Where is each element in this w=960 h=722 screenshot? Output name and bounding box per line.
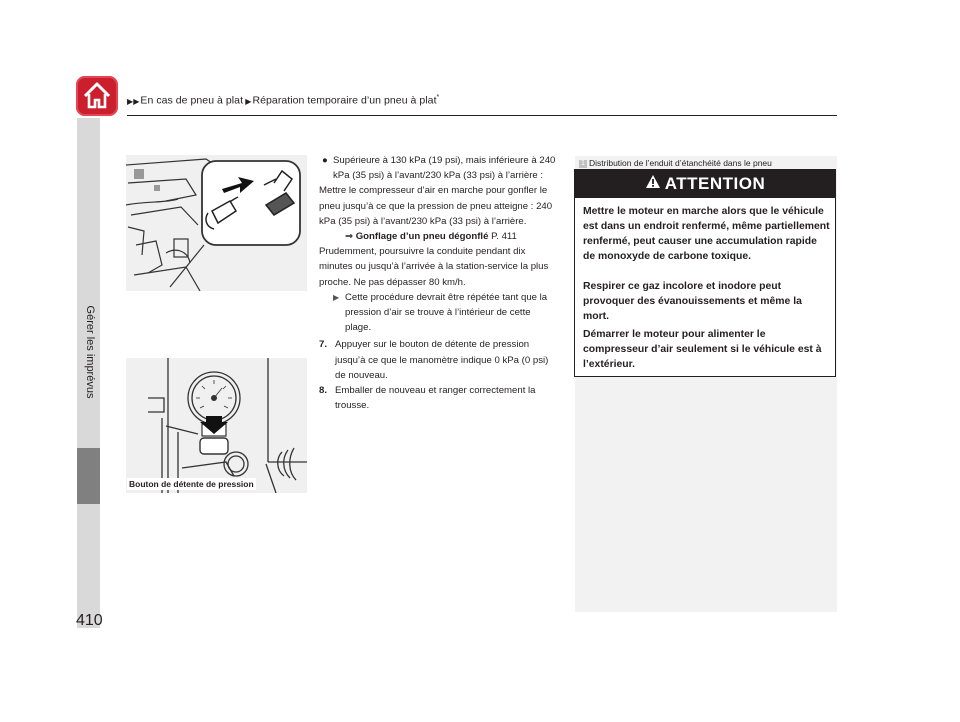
reference-arrow-icon: ⇒ — [345, 231, 354, 243]
reference-page: P. 411 — [488, 231, 517, 243]
warning-paragraph-2: Respirer ce gaz incolore et inodore peut provoquer des évanouissements et même la mort. — [583, 281, 802, 322]
step-7 — [319, 337, 559, 383]
note-text: Cette procédure devrait être répétée tant que la pression d’air se trouve à l’intérieur de cette plage. — [345, 291, 548, 334]
footnote-star: * — [436, 94, 440, 101]
step-number: 7. — [319, 339, 328, 351]
warning-paragraph-1: Mettre le moteur en marche alors que le véhicule est dans un endroit renfermé, même partiellement renfermé, peut causer une accumulation rapide de monoxyde de carbone toxique. — [583, 206, 830, 262]
bullet-dot-icon: ● — [322, 155, 328, 166]
sidebar-section-label: Gérer les imprévus — [84, 305, 96, 399]
figure-caption: Bouton de détente de pression — [129, 479, 254, 489]
notes-heading — [579, 158, 772, 168]
header-rule — [127, 115, 837, 116]
page-number: 410 — [76, 612, 103, 629]
paragraph-drive: Prudemment, poursuivre la conduite pendant dix minutes ou jusqu’à l’arrivée à la station-service la plus proche. Ne pas dépasser 80 km/h. — [319, 246, 549, 288]
breadcrumb-item-flat-tire[interactable]: En cas de pneu à plat — [140, 94, 244, 107]
compressor-plug-illustration — [126, 155, 307, 291]
home-icon — [76, 76, 118, 116]
step-number: 8. — [319, 385, 328, 397]
note — [319, 290, 559, 336]
bullet-text: Supérieure à 130 kPa (19 psi), mais inférieure à 240 kPa (35 psi) à l’avant/230 kPa (33 psi) à l’arrière : — [333, 155, 556, 182]
warning-header — [574, 169, 836, 198]
step-text: Appuyer sur le bouton de détente de pression jusqu’à ce que le manomètre indique 0 kPa (0 psi) de nouveau. — [335, 339, 549, 381]
sidebar-active-tab[interactable] — [77, 448, 100, 504]
warning-triangle-icon — [645, 174, 661, 194]
breadcrumb-arrow-icon: ▶▶ — [127, 96, 140, 106]
cross-reference[interactable] — [319, 229, 559, 244]
step-text: Emballer de nouveau et ranger correctement la trousse. — [335, 385, 536, 412]
pressure-gauge-illustration — [126, 358, 307, 493]
bullet-item — [319, 153, 559, 183]
instruction-column — [319, 153, 559, 413]
warning-title: ATTENTION — [664, 173, 766, 193]
breadcrumb-item-temporary-repair[interactable]: Réparation temporaire d’un pneu à plat — [252, 94, 437, 107]
home-button[interactable] — [76, 76, 118, 116]
step-8 — [319, 383, 559, 413]
reference-label[interactable]: Gonflage d’un pneu dégonflé — [355, 231, 489, 243]
breadcrumb — [127, 94, 439, 107]
note-arrow-icon: ▶ — [333, 292, 340, 302]
notes-heading-text: Distribution de l’enduit d’étanchéité dans le pneu — [589, 158, 772, 168]
warning-paragraph-3: Démarrer le moteur pour alimenter le compresseur d’air seulement si le véhicule est à l’extérieur. — [583, 329, 822, 370]
note-number-icon: 1 — [579, 160, 587, 168]
breadcrumb-arrow-icon: ▶ — [243, 96, 252, 106]
paragraph-inflate: Mettre le compresseur d’air en marche pour gonfler le pneu jusqu’à ce que la pression de pneu atteigne : 240 kPa (35 psi) à l’avant/230 kPa (33 psi) à l’arrière. — [319, 185, 553, 227]
